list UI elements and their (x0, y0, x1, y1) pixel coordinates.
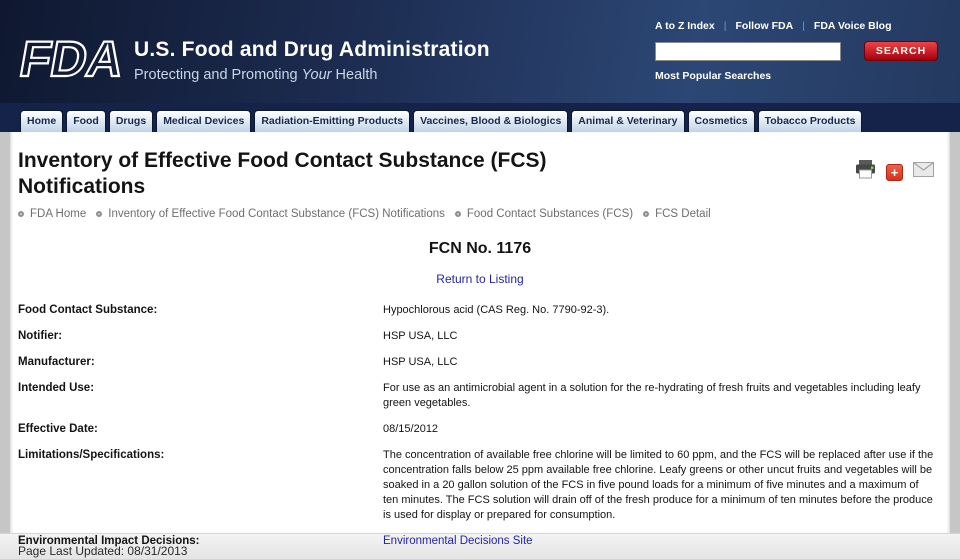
field-row-environmental-impact-decisions (18, 534, 942, 549)
link-fda-voice-blog[interactable]: FDA Voice Blog (813, 20, 892, 32)
breadcrumb-bullet-icon (18, 211, 24, 217)
page-content (10, 132, 950, 548)
search-input[interactable] (655, 42, 841, 61)
breadcrumb (18, 208, 942, 220)
email-icon[interactable] (913, 162, 934, 182)
link-separator: | (723, 20, 727, 32)
field-label: Effective Date: (18, 423, 98, 436)
breadcrumb-bullet-icon (455, 211, 461, 217)
field-value: HSP USA, LLC (383, 330, 458, 343)
breadcrumb-item (643, 208, 711, 220)
site-tagline: Protecting and Promoting Your Health (134, 67, 378, 83)
tab-animal-veterinary[interactable]: Animal & Veterinary (571, 110, 684, 132)
breadcrumb-food-contact-substances[interactable]: Food Contact Substances (FCS) (466, 208, 634, 221)
field-row-effective-date (18, 422, 942, 437)
fda-brand[interactable] (14, 28, 490, 93)
environmental-decisions-site-link[interactable]: Environmental Decisions Site (383, 535, 533, 548)
breadcrumb-item (18, 208, 86, 220)
field-label: Limitations/Specifications: (18, 449, 165, 462)
field-row-food-contact-substance (18, 303, 942, 318)
field-row-notifier (18, 329, 942, 344)
print-icon[interactable] (855, 160, 876, 184)
tab-tobacco-products[interactable]: Tobacco Products (758, 110, 863, 132)
page-title: Inventory of Effective Food Contact Substance (FCS) Notifications (18, 149, 547, 198)
fcn-detail-fields (18, 303, 942, 549)
header-utilities (655, 20, 947, 82)
page-action-icons (855, 160, 934, 184)
field-row-intended-use (18, 381, 942, 411)
field-row-manufacturer (18, 355, 942, 370)
link-a-to-z-index[interactable]: A to Z Index (655, 20, 715, 32)
breadcrumb-bullet-icon (96, 211, 102, 217)
fda-logo-icon (14, 28, 129, 93)
most-popular-searches-link[interactable]: Most Popular Searches (655, 70, 772, 82)
field-value: The concentration of available free chlorine will be limited to 60 ppm, and the FCS will be replaced after use if the concentration falls below 25 ppm available free chlorine. Leafy greens or other uncut fruits and vegetables will be soaked in a 20 gallon solution of the FCS in five pound loads for a minimum of five minutes and a maximum of ten minutes. The FCS solution will drain off of the fresh produce for a minimum of ten minutes before the produce is used for display or prepared for consumption. (383, 449, 934, 522)
breadcrumb-fcs-detail: FCS Detail (655, 208, 711, 221)
breadcrumb-fda-home[interactable]: FDA Home (30, 208, 87, 221)
field-row-limitations-specifications (18, 448, 942, 523)
tab-medical-devices[interactable]: Medical Devices (156, 110, 251, 132)
return-to-listing-link[interactable]: Return to Listing (436, 272, 524, 287)
share-icon[interactable]: + (886, 164, 903, 181)
field-label: Manufacturer: (18, 356, 95, 369)
site-title: U.S. Food and Drug Administration (134, 38, 490, 61)
tab-home[interactable]: Home (20, 110, 63, 132)
page-last-updated: Page Last Updated: 08/31/2013 (18, 544, 188, 558)
field-value: For use as an antimicrobial agent in a solution for the re-hydrating of fresh fruits and vegetables including leafy green vegetables. (383, 382, 921, 410)
fda-logo-text: FDA (15, 30, 129, 87)
search-area (655, 41, 947, 61)
field-label: Environmental Impact Decisions: (18, 535, 200, 548)
site-header (0, 0, 960, 103)
link-follow-fda[interactable]: Follow FDA (735, 20, 794, 32)
field-label: Intended Use: (18, 382, 95, 395)
search-button[interactable]: SEARCH (864, 41, 938, 61)
breadcrumb-item (455, 208, 633, 220)
field-value: HSP USA, LLC (383, 356, 458, 369)
tab-drugs[interactable]: Drugs (109, 110, 153, 132)
breadcrumb-item (96, 208, 445, 220)
field-value: Hypochlorous acid (CAS Reg. No. 7790-92-3). (383, 304, 610, 317)
tab-food[interactable]: Food (66, 110, 106, 132)
return-row (18, 272, 942, 286)
field-value: 08/15/2012 (383, 423, 439, 436)
breadcrumb-bullet-icon (643, 211, 649, 217)
breadcrumb-inventory[interactable]: Inventory of Effective Food Contact Substance (FCS) Notifications (108, 208, 445, 221)
tab-cosmetics[interactable]: Cosmetics (688, 110, 755, 132)
field-value (383, 534, 935, 549)
fcn-number-heading: FCN No. 1176 (428, 240, 532, 258)
brand-text (134, 38, 490, 83)
tab-vaccines-blood-biologics[interactable]: Vaccines, Blood & Biologics (413, 110, 568, 132)
link-separator: | (802, 20, 805, 32)
field-label: Food Contact Substance: (18, 304, 158, 317)
field-label: Notifier: (18, 330, 63, 343)
utility-links (655, 20, 947, 32)
tab-radiation-emitting-products[interactable]: Radiation-Emitting Products (254, 110, 410, 132)
main-nav (0, 103, 960, 132)
